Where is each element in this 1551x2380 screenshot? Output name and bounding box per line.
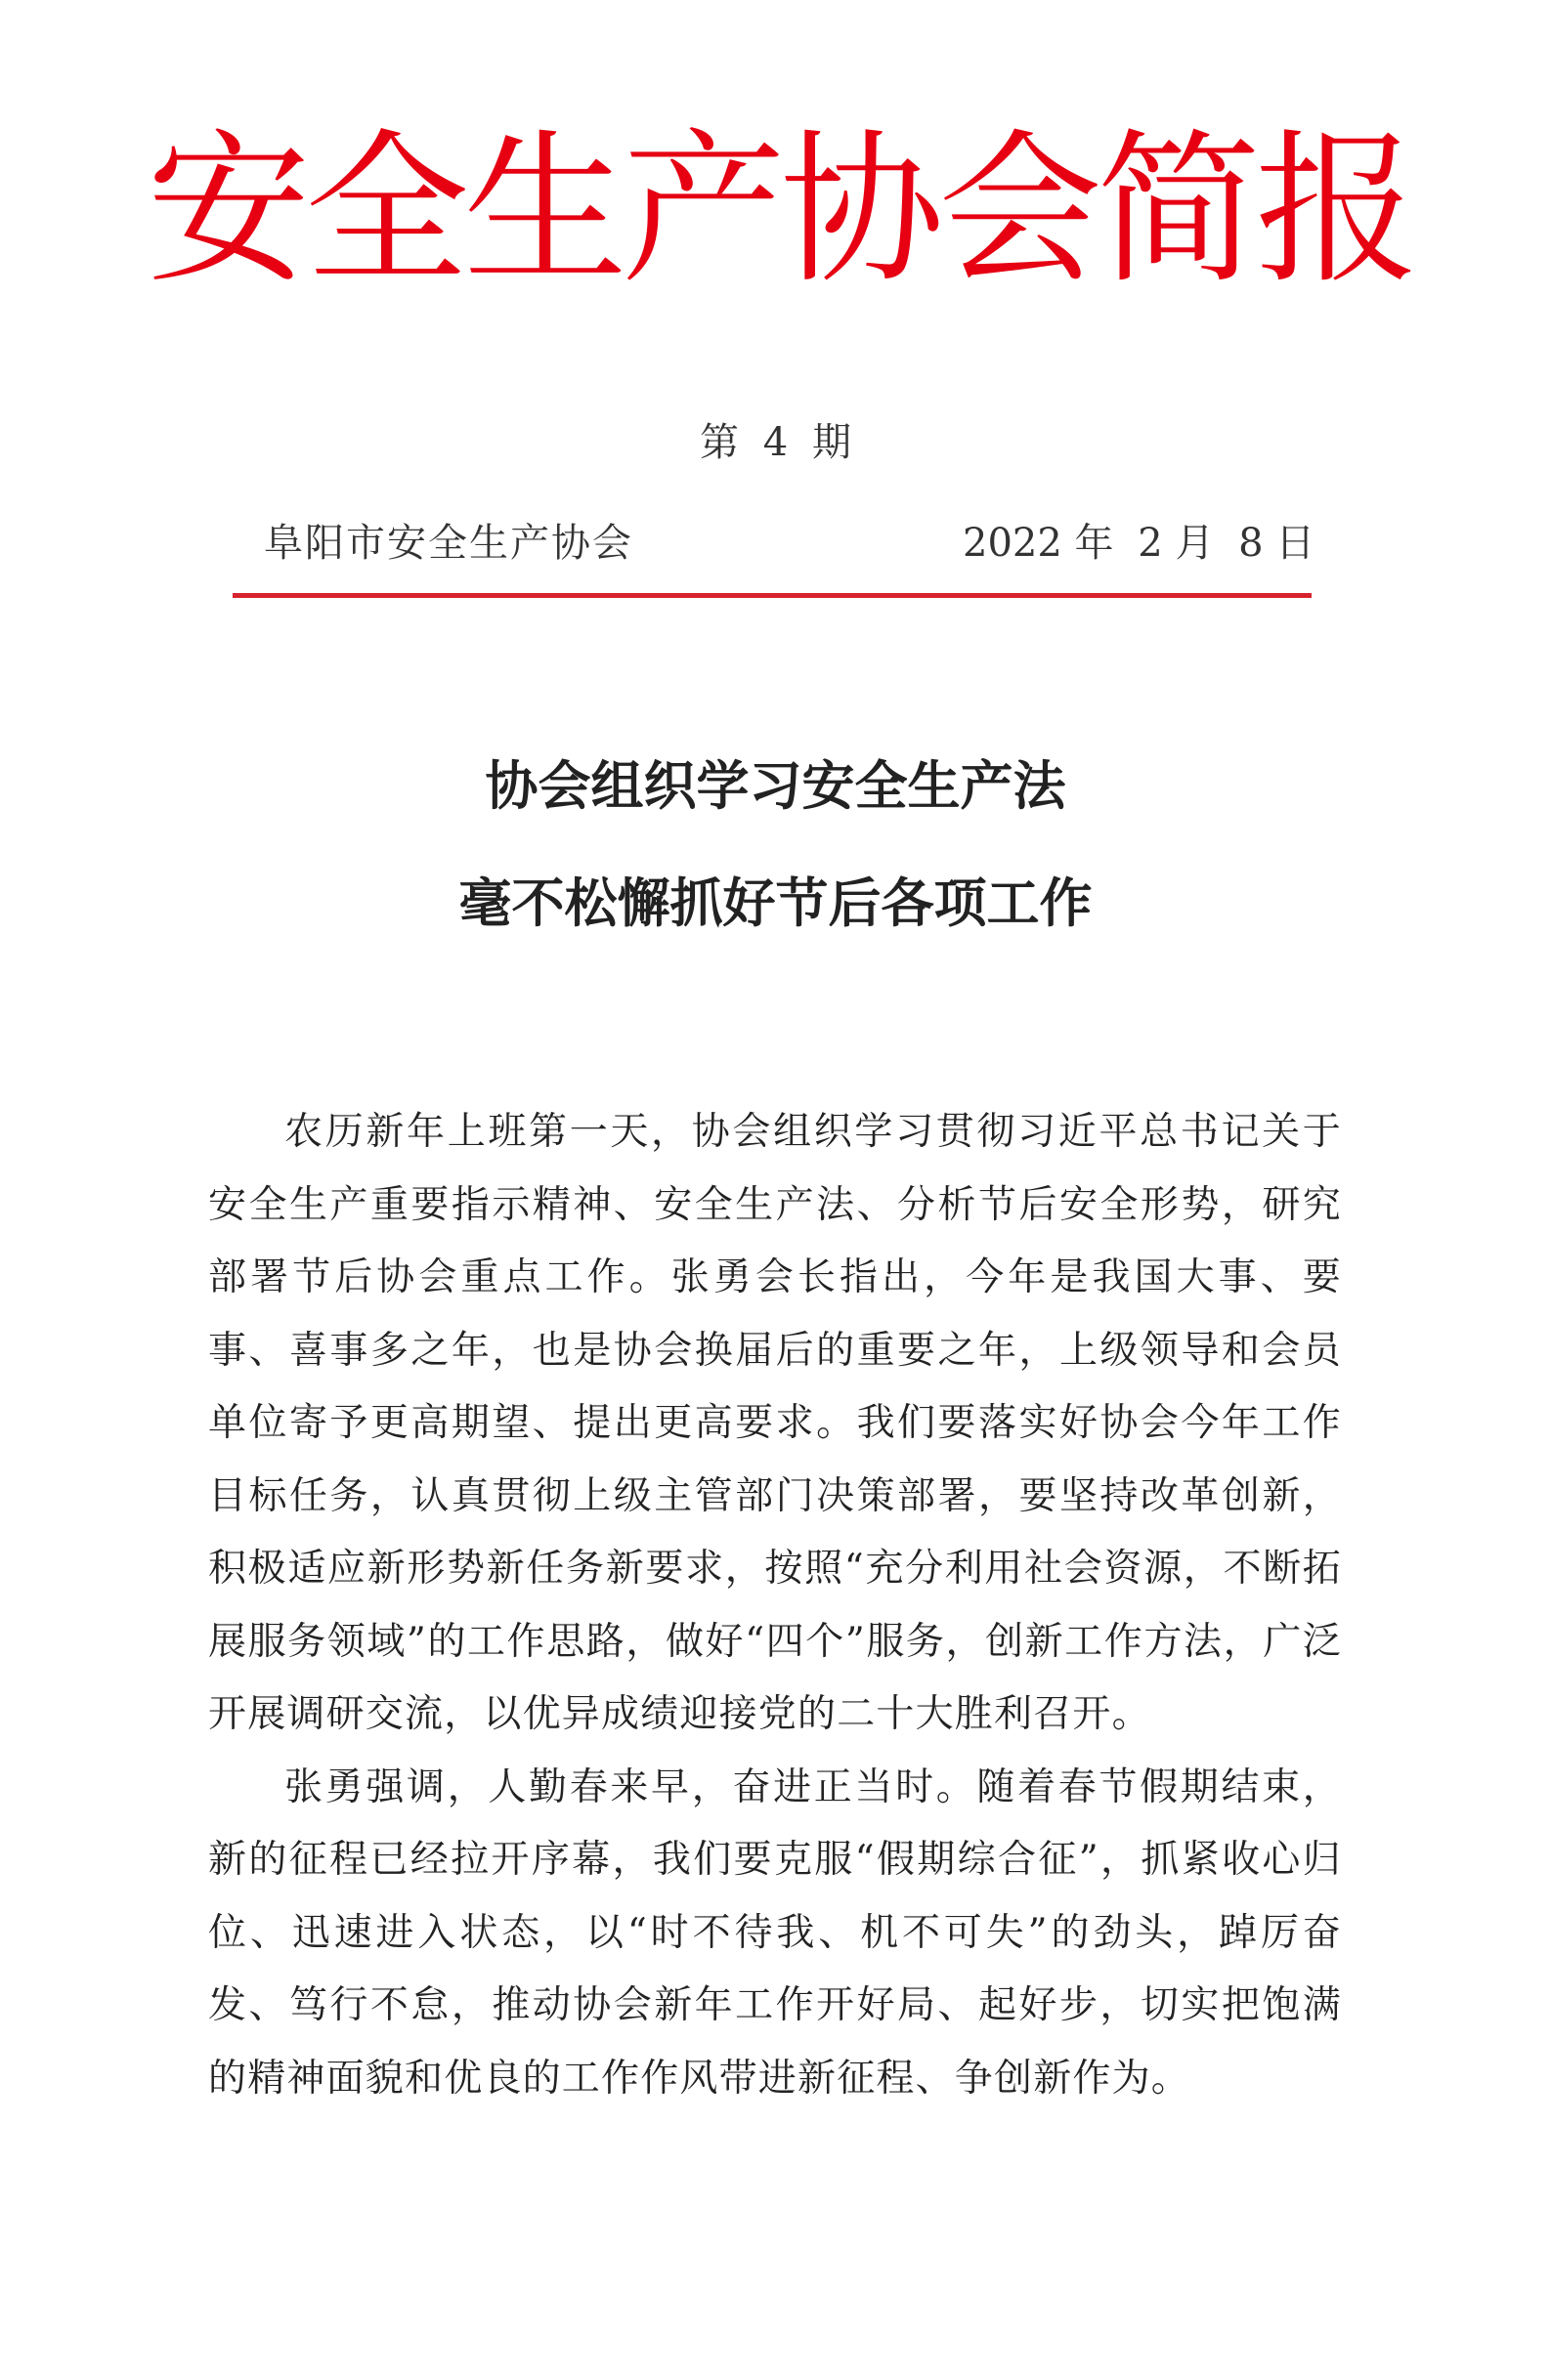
header-divider (233, 593, 1312, 598)
issue-number (0, 415, 1551, 470)
date-day: 8 日 (1238, 521, 1315, 566)
article-headline-line2: 毫不松懈抓好节后各项工作 (458, 872, 1093, 934)
publication-date (963, 516, 1326, 571)
article-paragraph-1: 农历新年上班第一天，协会组织学习贯彻习近平总书记关于安全生产重要指示精神、安全生产法、分析节后安全形势，研究部署节后协会重点工作。张勇会长指出，今年是我国大事、要事、喜事多之年，也是协会换届后的重要之年，上级领导和会员单位寄予更高期望、提出更高要求。我们要落实好协会今年工作目标任务，认真贯彻上级主管部门决策部署，要坚持改革创新，积极适应新形势新任务新要求，按照“充分利用社会资源，不断拓展服务领域”的工作思路，做好“四个”服务，创新工作方法，广泛开展调研交流，以优异成绩迎接党的二十大胜利召开。 (208, 1110, 1342, 1736)
issue-prefix: 第 (700, 420, 740, 465)
article-headline-line1: 协会组织学习安全生产法 (485, 755, 1066, 817)
publisher-organization: 阜阳市安全生产协会 (264, 521, 633, 566)
date-year: 2022 年 (963, 521, 1114, 566)
masthead-title: 安全生产协会简报 (147, 114, 1413, 306)
issue-value: 4 (762, 420, 789, 465)
article-body (208, 1096, 1342, 2115)
issue-suffix: 期 (811, 420, 851, 465)
date-month: 2 月 (1138, 521, 1215, 566)
article-paragraph-2: 张勇强调，人勤春来早，奋进正当时。随着春节假期结束，新的征程已经拉开序幕，我们要克服“假期综合征”，抓紧收心归位、迅速进入状态，以“时不待我、机不可失”的劲头，踔厉奋发、笃行不怠，推动协会新年工作开好局、起好步，切实把饱满的精神面貌和优良的工作作风带进新征程、争创新作为。 (208, 1764, 1342, 2101)
